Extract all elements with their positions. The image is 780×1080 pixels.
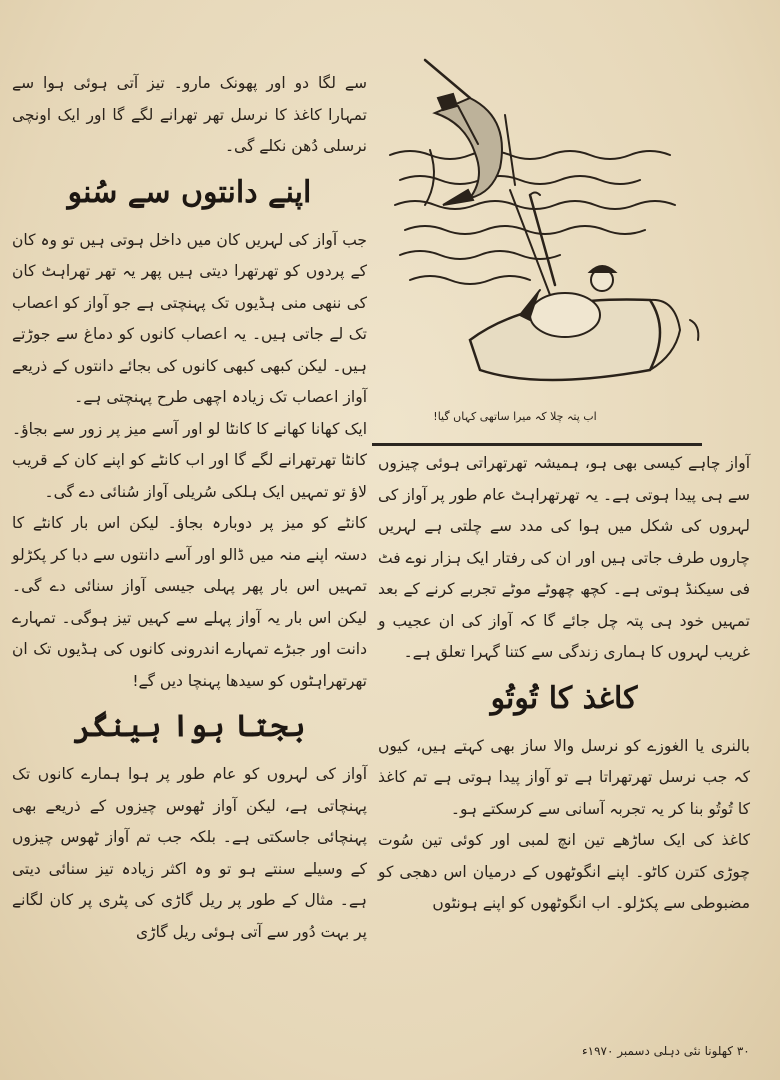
intro-paragraph: سے لگا دو اور پھونک مارو۔ تیز آتی ہوئی ہوا سے تمہارا کاغذ کا نرسل تھر تھرانے لگے گا اور ایک اونچی نرسلی دُھن نکلے گی۔ — [12, 74, 367, 155]
section-divider-line — [372, 443, 702, 446]
paper-whistle-paragraph-2: کاغذ کی ایک ساڑھے تین انچ لمبی اور کوئی تین سُوت چوڑی کترن کاٹو۔ اپنے انگوٹھوں کے درمیان اس دھجی کو مضبوطی سے پکڑلو۔ اب انگوٹھوں کو اپنے ہونٹوں — [378, 831, 750, 912]
left-column — [12, 68, 367, 948]
section-heading-teeth: اپنے دانتوں سے سُنو — [67, 174, 312, 210]
cartoon-caption: اب پتہ چلا کہ میرا ساتھی کہاں گیا! — [433, 410, 597, 423]
page-footer: ۳۰ کھلونا نئی دہلی دسمبر ۱۹۷۰ء — [582, 1044, 750, 1058]
fishing-cartoon-illustration — [370, 40, 770, 440]
section-heading-hanger: بجتا ہوا ہینگر — [73, 709, 306, 744]
sound-paragraph: آواز چاہے کیسی بھی ہو، ہمیشہ تھرتھراتی ہوئی چیزوں سے ہی پیدا ہوتی ہے۔ یہ تھرتھراہٹ عام طور پر آواز کی لہروں کی شکل میں ہوا کی مدد سے چلتی ہے لہریں چاروں طرف جاتی ہیں اور ان کی رفتار ایک ہزار نوے فٹ فی سیکنڈ ہوتی ہے۔ کچھ چھوٹے موٹے تجربے کرنے کے بعد تمہیں خود ہی پتہ چل جائے گا کہ آواز کی ان عجیب و غریب لہروں کا ہماری زندگی سے کتنا گہرا تعلق ہے۔ — [378, 454, 750, 661]
teeth-paragraph-1: جب آواز کی لہریں کان میں داخل ہوتی ہیں تو وہ کان کے پردوں کو تھرتھرا دیتی ہیں پھر یہ تھر تھراہٹ کان کی ننھی منی ہڈیوں تک پہنچتی ہے جو آواز کو اعصاب تک لے جاتی ہیں۔ یہ اعصاب کانوں کو دماغ سے جوڑتے ہیں۔ لیکن کبھی کبھی کانوں کی بجائے دانتوں کے ذریعے آواز اعصاب تک زیادہ اچھی طرح پہنچتی ہے۔ — [12, 230, 367, 406]
section-heading-paper-whistle: کاغذ کا تُوتُو — [490, 680, 638, 716]
paper-whistle-paragraph-1: بالنری یا الغوزے کو نرسل والا ساز بھی کہتے ہیں، کیوں کہ جب نرسل تھرتھراتا ہے تو آواز پیدا ہوتی ہے تم کاغذ کا تُوتُو بنا کر یہ تجربہ آسانی سے کرسکتے ہو۔ — [378, 736, 750, 818]
right-column — [378, 448, 750, 920]
hanger-paragraph: آواز کی لہروں کو عام طور پر ہوا ہمارے کانوں تک پہنچاتی ہے، لیکن آواز ٹھوس چیزوں کے ذریعے بھی پہنچائی جاسکتی ہے۔ بلکہ جب تم آواز ٹھوس چیزوں کے وسیلے سنتے ہو تو وہ اکثر زیادہ تیز سنائی دیتی ہے۔ مثال کے طور پر ریل گاڑی کی پٹری پر کان لگانے پر بہت دُور سے آتی ہوئی ریل گاڑی — [12, 765, 367, 941]
teeth-paragraph-2: ایک کھانا کھانے کا کانٹا لو اور آسے میز پر زور سے بجاؤ۔ کانٹا تھرتھرانے لگے گا اور اب کانٹے کو اپنے کان کے قریب لاؤ تو تمہیں ایک ہلکی سُریلی آواز سُنائی دے گی۔ — [12, 419, 367, 501]
teeth-paragraph-3: کانٹے کو میز پر دوبارہ بجاؤ۔ لیکن اس بار کانٹے کا دستہ اپنے منہ میں ڈالو اور آسے دانتوں سے دبا کر پکڑلو تمہیں اس بار پھر پہلی جیسی آواز سنائی دے گی۔ لیکن اس بار یہ آواز پہلے سے کہیں تیز ہوگی۔ تمہارے دانت اور جبڑے تمہارے اندرونی کانوں کی ہڈیوں تک ان تھرتھراہٹوں کو سیدھا پہنچا دیں گے! — [12, 514, 367, 690]
